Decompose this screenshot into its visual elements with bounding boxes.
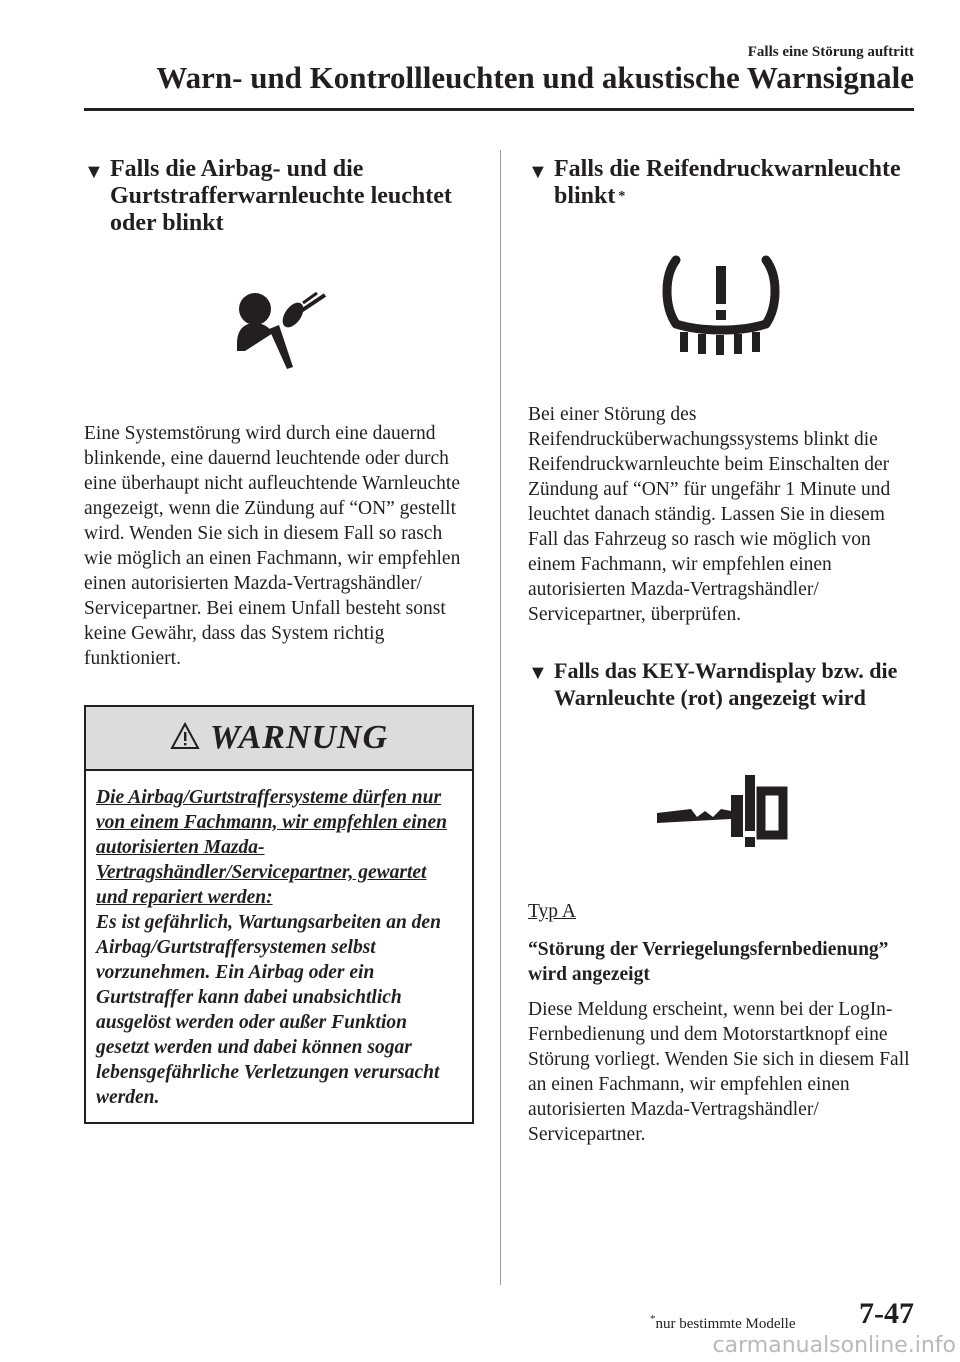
warning-body xyxy=(86,771,472,1122)
chapter-title: Falls eine Störung auftritt xyxy=(747,44,914,60)
warning-triangle-icon xyxy=(170,722,200,755)
triangle-bullet-icon: ▼ xyxy=(84,161,104,183)
footnote: *nur bestimmte Modelle xyxy=(650,1313,796,1332)
warning-title: WARNUNG xyxy=(209,719,389,756)
page-title: Warn- und Kontrollleuchten und akustische Warnsignale xyxy=(156,60,914,95)
column-divider xyxy=(500,150,501,1285)
watermark: carmanualsonline.info xyxy=(712,1333,956,1358)
warning-box xyxy=(84,705,474,1124)
footnote-marker: * xyxy=(650,1313,656,1325)
airbag-warning-icon xyxy=(84,289,474,379)
airbag-heading: ▼ Falls die Airbag- und die Gurtstrafferwarnleuchte leuchtet oder blinkt xyxy=(84,156,452,236)
key-warning-icon xyxy=(528,773,914,851)
warning-underlined-text: Die Airbag/Gurtstraffersysteme dürfen nur von einem Fachmann, wir empfehlen einen autorisierten Mazda-Vertragshändler/Servicepartner, gewartet und repariert werden: xyxy=(96,787,448,908)
left-column xyxy=(84,156,474,1124)
airbag-paragraph: Eine Systemstörung wird durch eine dauernd blinkende, eine dauernd leuchtende oder durch eine überhaupt nicht aufleuchtende Warnleuchte angezeigt, wenn die Zündung auf “ON” gestellt wird. Wenden Sie sich in diesem Fall so rasch wie möglich an einen Fachmann, wir empfehlen einen autorisierten Mazda-Vertragshändler/ Servicepartner. Bei einem Unfall besteht sonst keine Gewähr, dass das System richtig funktioniert. xyxy=(84,423,461,669)
triangle-bullet-icon: ▼ xyxy=(528,662,548,684)
warning-text: Es ist gefährlich, Wartungsarbeiten an den Airbag/Gurtstraffersystemen selbst vorzunehmen. Ein Airbag oder ein Gurtstraffer kann dabei unabsichtlich ausgelöst werden oder außer Funktion gesetzt werden und dabei können sogar lebensgefährliche Verletzungen verursacht werden. xyxy=(96,912,441,1108)
key-warning-heading: ▼ Falls das KEY-Warndisplay bzw. die Warnleuchte (rot) angezeigt wird xyxy=(528,658,898,710)
tire-pressure-warning-icon xyxy=(528,254,914,358)
key-subheading: “Störung der Verriegelungsfernbedienung” wird angezeigt xyxy=(528,939,889,985)
warning-header xyxy=(86,707,472,771)
header-rule xyxy=(84,108,914,111)
tire-pressure-heading: ▼ Falls die Reifendruckwarnleuchte blinkt * xyxy=(528,156,901,209)
page-number: 7-47 xyxy=(859,1297,914,1330)
triangle-bullet-icon: ▼ xyxy=(528,161,548,183)
key-paragraph: Diese Meldung erscheint, wenn bei der LogIn-Fernbedienung und dem Motorstartknopf eine Störung vorliegt. Wenden Sie sich in diesem Fall an einen Fachmann, wir empfehlen einen autorisierten Mazda-Vertragshändler/ Servicepartner. xyxy=(528,999,910,1145)
footnote-marker: * xyxy=(618,189,626,204)
tire-pressure-paragraph: Bei einer Störung des Reifendrucküberwachungssystems blinkt die Reifendruckwarnleuchte beim Einschalten der Zündung auf “ON” für ungefähr 1 Minute und leuchtet danach ständig. Lassen Sie in diesem Fall das Fahrzeug so rasch wie möglich von einem Fachmann, wir empfehlen einen autorisierten Mazda-Vertragshändler/ Servicepartner, überprüfen. xyxy=(528,404,891,625)
typ-label: Typ A xyxy=(528,901,576,922)
right-column xyxy=(528,156,914,1147)
